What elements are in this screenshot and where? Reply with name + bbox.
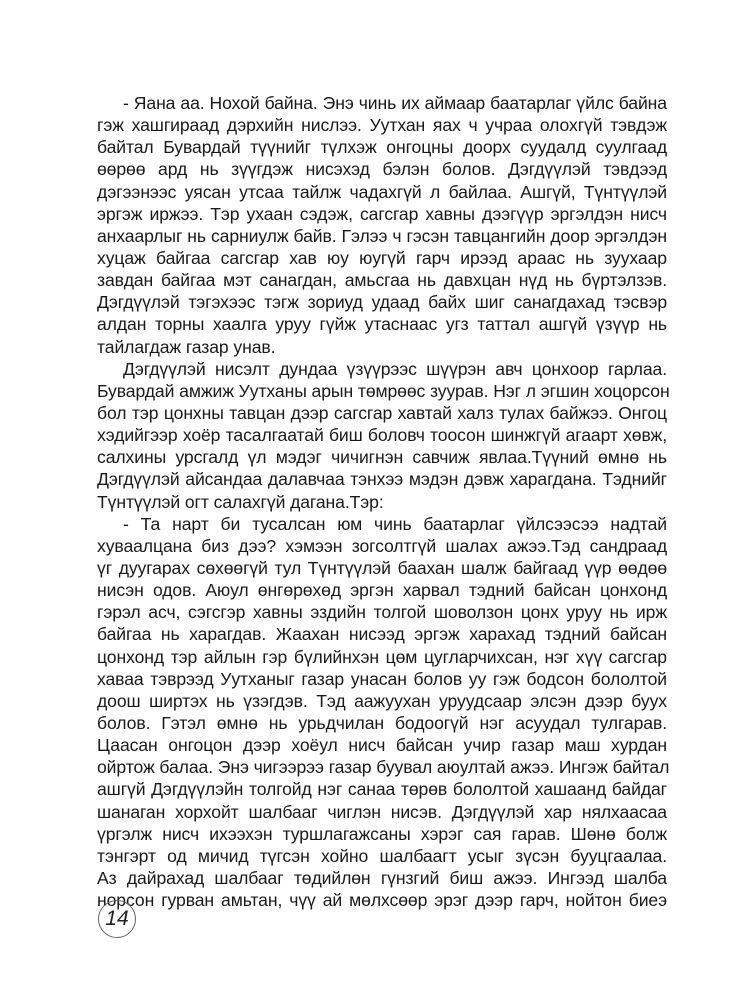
text-line: байтал Бувардай түүнийг түлхэж онгоцны доорх суудалд суулгаад: [97, 137, 667, 158]
text-line: салхины урсгалд үл мэдэг чичигнэн савчиж явлаа.Түүний өмнө нь: [97, 447, 667, 468]
text-line: - Та нарт би тусалсан юм чинь баатарлаг үйлсээсээ надтай: [123, 513, 667, 534]
paragraph: [97, 92, 667, 358]
text-line: бол тэр цонхны тавцан дээр сагсгар хавтай халз тулах байжээ. Онгоц: [97, 402, 667, 423]
text-line: Цаасан онгоцон дээр хоёул нисч байсан учир газар маш хурдан: [97, 735, 667, 756]
text-line: ашгүй Дэгдүүлэйн толгойд нэг санаа төрөв бололтой хашаанд байдаг: [97, 779, 667, 800]
text-line: Дэгдүүлэй нисэлт дундаа үзүүрээс шүүрэн авч цонхоор гарлаа.: [123, 358, 667, 379]
text-line: хуваалцана биз дээ? хэмээн зогсолтгүй шалах ажээ.Тэд сандраад: [97, 535, 667, 556]
page-number-badge: [98, 900, 136, 938]
text-line: эргэж иржээ. Тэр ухаан сэдэж, сагсгар хавны дээгүүр эргэлдэн нисч: [97, 203, 667, 224]
text-line: анхаарлыг нь сарниулж байв. Гэлээ ч гэсэн тавцангийн доор эргэлдэн: [97, 225, 667, 246]
text-line: үг дуугарах сөхөөгүй тул Түнтүүлэй баахан шалж байгаад үүр өөдөө: [97, 557, 667, 578]
text-line: дэгээнээс уясан утсаа тайлж чадахгүй л байлаа. Ашгүй, Түнтүүлэй: [97, 181, 667, 202]
text-line: тайлагдаж газар унав.: [97, 336, 276, 357]
text-line: завдан байгаа мэт санагдан, амьсгаа нь давхцан нүд нь бүртэлзэв.: [97, 270, 667, 291]
paragraph: [97, 513, 670, 912]
text-line: өөрөө ард нь зүүгдэж нисэхэд бэлэн болов. Дэгдүүлэй тэвдээд: [97, 159, 667, 180]
text-line: ойртож балаа. Энэ чигээрээ газар буувал аюултай ажээ. Ингэж байтал: [97, 757, 670, 778]
text-line: Бувардай амжиж Уутханы арын төмрөөс зуурав. Нэг л эгшин хоцорсон: [97, 380, 670, 401]
text-line: хэдийгээр хоёр тасалгаатай биш боловч тоосон шинжгүй агаарт хөвж,: [97, 425, 667, 446]
text-line: байгаа нь харагдав. Жаахан нисээд эргэж харахад тэдний байсан: [97, 624, 667, 645]
text-line: Дэгдүүлэй тэгэхээс тэгж зориуд удаад байх шиг санагдахад тэсвэр: [97, 292, 667, 313]
text-line: хаваа тэврээд Уутханыг газар унасан болов уу гэж бодсон бололтой: [97, 668, 667, 689]
text-line: болов. Гэтэл өмнө нь урьдчилан бодоогүй нэг асуудал тулгарав.: [97, 712, 667, 733]
text-line: гэрэл асч, сэгсгэр хавны эздийн толгой шоволзон цонх уруу нь ирж: [97, 602, 667, 623]
paragraph: [97, 358, 670, 513]
text-line: Дэгдүүлэй айсандаа далавчаа тэнхээ мэдэн дэвж харагдана. Тэднийг: [97, 469, 667, 490]
body-text: [97, 92, 670, 911]
text-line: алдан торны хаалга уруу гүйж утаснаас угз таттал ашгүй үзүүр нь: [97, 314, 667, 335]
text-line: тэнгэрт од мичид түгсэн хойно шалбаагт усыг зүсэн бууцгаалаа.: [97, 845, 667, 866]
text-line: үргэлж нисч ихээхэн туршлагажсаны хэрэг сая гарав. Шөнө болж: [97, 823, 667, 844]
text-line: норсон гурван амьтан, чүү ай мөлхсөөр эрэг дээр гарч, нойтон биеэ: [97, 890, 667, 911]
page-number: 14: [105, 907, 129, 930]
text-line: нисэн одов. Аюул өнгөрөхөд эргэн харвал тэдний байсан цонхонд: [97, 580, 667, 601]
text-line: - Яана аа. Нохой байна. Энэ чинь их аймаар баатарлаг үйлс байна: [123, 93, 667, 113]
text-line: Аз дайрахад шалбааг төдийлөн гүнзгий биш ажээ. Ингээд шалба: [97, 867, 667, 888]
text-line: цонхонд тэр айлын гэр бүлийнхэн цөм цугларчихсан, нэг хүү сагсгар: [97, 646, 667, 667]
text-line: Түнтүүлэй огт салахгүй дагана.Тэр:: [97, 491, 384, 512]
text-line: доош ширтэх нь үзэгдэв. Тэд аажуухан уруудсаар элсэн дээр буух: [97, 690, 667, 711]
text-line: шанаган хорхойт шалбааг чиглэн нисэв. Дэгдүүлэй хар нялхаасаа: [97, 801, 667, 822]
text-line: хуцаж байгаа сагсгар хав юу юугүй гарч ирээд араас нь зуухаар: [97, 247, 667, 268]
text-line: гэж хашгираад дэрхийн ниcлээ. Уутхан яах ч учраа олохгүй тэвдэж: [97, 115, 667, 136]
